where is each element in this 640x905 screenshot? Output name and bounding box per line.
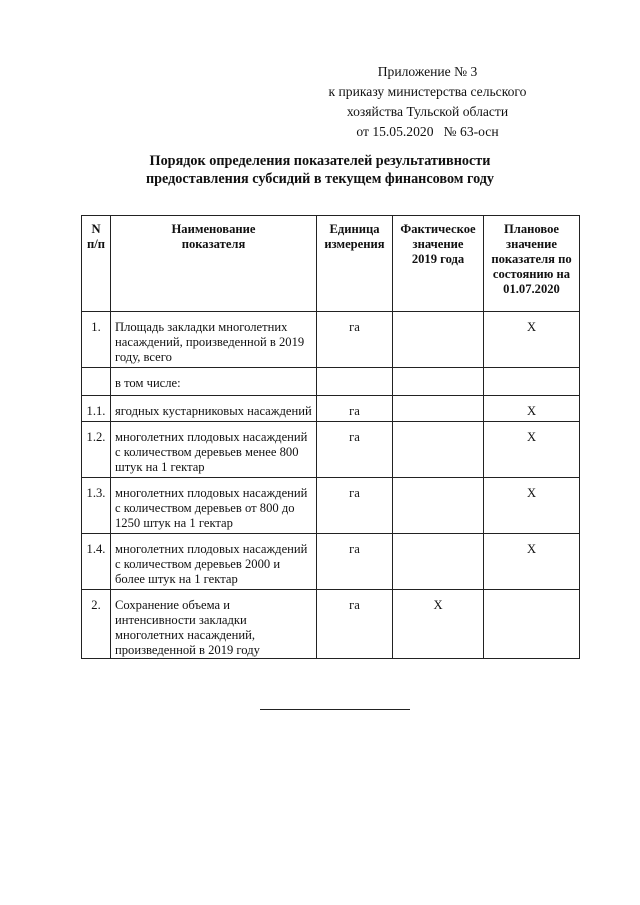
header-unit: Единица измерения bbox=[317, 216, 393, 312]
row-num bbox=[82, 368, 111, 396]
row-unit: га bbox=[317, 396, 393, 422]
row-unit: га bbox=[317, 534, 393, 590]
row-unit: га bbox=[317, 478, 393, 534]
table-row bbox=[82, 534, 580, 590]
appendix-line-3: хозяйства Тульской области bbox=[346, 104, 509, 119]
row-actual: X bbox=[393, 590, 484, 659]
row-num: 1.4. bbox=[82, 534, 111, 590]
table-row bbox=[82, 478, 580, 534]
row-name: Площадь закладки многолетних насаждений, произведенной в 2019 году, всего bbox=[111, 312, 317, 368]
row-name: в том числе: bbox=[111, 368, 317, 396]
title-line-1: Порядок определения показателей результативности bbox=[149, 153, 491, 169]
table-row bbox=[82, 590, 580, 659]
row-actual bbox=[393, 312, 484, 368]
row-actual bbox=[393, 396, 484, 422]
header-num: N п/п bbox=[82, 216, 111, 312]
row-unit: га bbox=[317, 590, 393, 659]
row-actual bbox=[393, 534, 484, 590]
row-num: 1. bbox=[82, 312, 111, 368]
row-name: многолетних плодовых насаждений с количеством деревьев менее 800 штук на 1 гектар bbox=[111, 422, 317, 478]
row-planned: X bbox=[484, 312, 580, 368]
row-planned bbox=[484, 590, 580, 659]
table-row bbox=[82, 422, 580, 478]
row-name: ягодных кустарниковых насаждений bbox=[111, 396, 317, 422]
header-planned: Плановое значение показателя по состоянию на 01.07.2020 bbox=[484, 216, 580, 312]
row-planned: X bbox=[484, 534, 580, 590]
row-name: многолетних плодовых насаждений с количеством деревьев 2000 и более штук на 1 гектар bbox=[111, 534, 317, 590]
row-name: многолетних плодовых насаждений с количеством деревьев от 800 до 1250 штук на 1 гектар bbox=[111, 478, 317, 534]
document-title bbox=[90, 152, 550, 188]
row-num: 1.1. bbox=[82, 396, 111, 422]
table-row bbox=[82, 312, 580, 368]
row-planned: X bbox=[484, 396, 580, 422]
row-planned bbox=[484, 368, 580, 396]
row-actual bbox=[393, 368, 484, 396]
row-num: 2. bbox=[82, 590, 111, 659]
header-row bbox=[82, 216, 580, 312]
appendix-line-4: от 15.05.2020 № 63-осн bbox=[356, 124, 499, 139]
row-num: 1.2. bbox=[82, 422, 111, 478]
header-actual: Фактическое значение 2019 года bbox=[393, 216, 484, 312]
row-unit: га bbox=[317, 422, 393, 478]
signature-line bbox=[260, 709, 410, 710]
table-row bbox=[82, 368, 580, 396]
row-num: 1.3. bbox=[82, 478, 111, 534]
appendix-line-1: Приложение № 3 bbox=[377, 64, 478, 79]
table-row bbox=[82, 396, 580, 422]
row-planned: X bbox=[484, 422, 580, 478]
row-unit bbox=[317, 368, 393, 396]
appendix-header bbox=[300, 62, 555, 142]
indicators-table bbox=[81, 215, 580, 659]
appendix-line-2: к приказу министерства сельского bbox=[328, 84, 527, 99]
title-line-2: предоставления субсидий в текущем финансовом году bbox=[145, 171, 495, 187]
header-name: Наименование показателя bbox=[111, 216, 317, 312]
row-planned: X bbox=[484, 478, 580, 534]
row-actual bbox=[393, 478, 484, 534]
row-actual bbox=[393, 422, 484, 478]
row-name: Сохранение объема и интенсивности закладки многолетних насаждений, произведенной в 2019 году bbox=[111, 590, 317, 659]
row-unit: га bbox=[317, 312, 393, 368]
